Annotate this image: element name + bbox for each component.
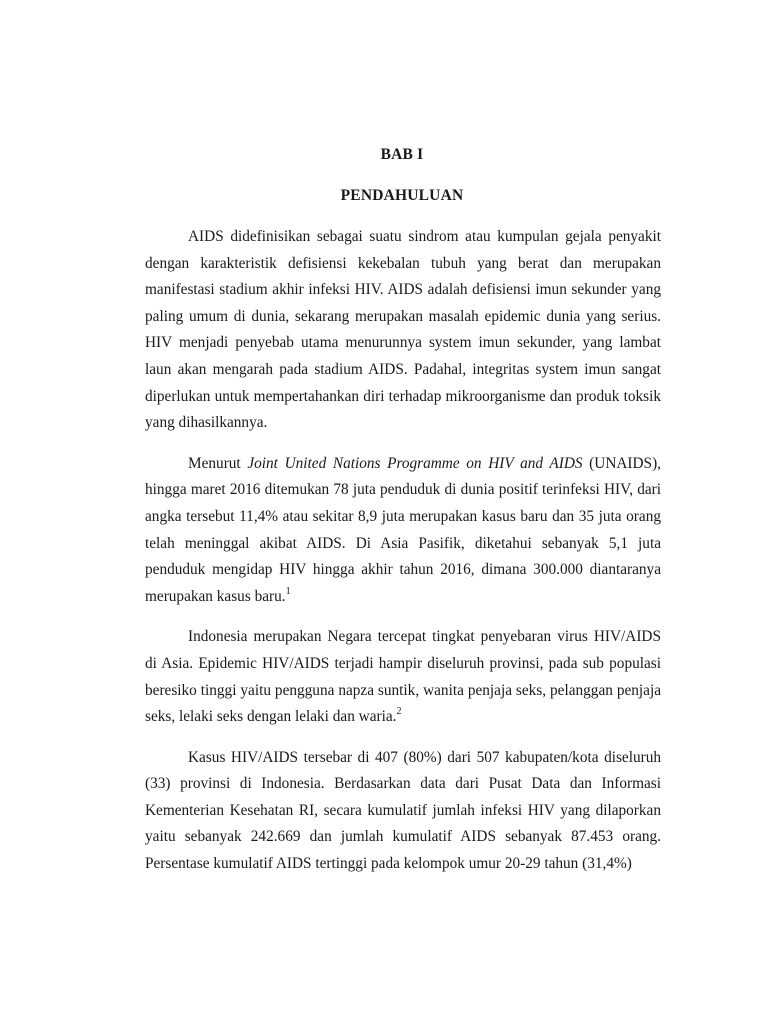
chapter-title: PENDAHULUAN <box>340 187 464 204</box>
footnote-ref-1: 1 <box>285 585 291 597</box>
paragraph-aids-definition <box>145 224 661 437</box>
paragraph-cases <box>145 745 661 878</box>
paragraph-text-after: (UNAIDS), hingga maret 2016 ditemukan 78 juta penduduk di dunia positif terinfeksi HIV, dari angka tersebut 11,4% atau sekitar 8,9 juta merupakan kasus baru dan 35 juta orang telah meninggal akibat AIDS. Di Asia Pasifik, diketahui sebanyak 5,1 juta penduduk mengidap HIV hingga akhir tahun 2016, dimana 300.000 diantaranya merupakan kasus baru. <box>145 454 661 605</box>
paragraph-text-before: Menurut <box>188 454 248 472</box>
paragraph-indonesia <box>145 624 661 730</box>
paragraph-text: Kasus HIV/AIDS tersebar di 407 (80%) dari 507 kabupaten/kota diseluruh (33) provinsi di Indonesia. Berdasarkan data dari Pusat Data dan Informasi Kementerian Kesehatan RI, secara kumulatif jumlah infeksi HIV yang dilaporkan yaitu sebanyak 242.669 dan jumlah kumulatif AIDS sebanyak 87.453 orang. Persentase kumulatif AIDS tertinggi pada kelompok umur 20-29 tahun (31,4%) <box>145 748 661 873</box>
paragraph-unaids <box>145 451 661 611</box>
organization-name: Joint United Nations Programme on HIV and AIDS <box>247 454 583 472</box>
paragraph-text: AIDS didefinisikan sebagai suatu sindrom atau kumpulan gejala penyakit dengan karakteristik defisiensi kekebalan tubuh yang berat dan merupakan manifestasi stadium akhir infeksi HIV. AIDS adalah defisiensi imun sekunder yang paling umum di dunia, sekarang merupakan masalah epidemic dunia yang serius. HIV menjadi penyebab utama menurunnya system imun sekunder, yang lambat laun akan mengarah pada stadium AIDS. Padahal, integritas system imun sangat diperlukan untuk mempertahankan diri terhadap mikroorganisme dan produk toksik yang dihasilkannya. <box>145 228 661 432</box>
chapter-heading: BAB I <box>380 146 424 163</box>
footnote-ref-2: 2 <box>396 706 402 717</box>
paragraph-text: Indonesia merupakan Negara tercepat tingkat penyebaran virus HIV/AIDS di Asia. Epidemic HIV/AIDS terjadi hampir diseluruh provinsi, pada sub populasi beresiko tinggi yaitu pengguna napza suntik, wanita penjaja seks, pelanggan penjaja seks, lelaki seks dengan lelaki dan waria. <box>145 628 661 726</box>
body-text <box>145 224 661 892</box>
